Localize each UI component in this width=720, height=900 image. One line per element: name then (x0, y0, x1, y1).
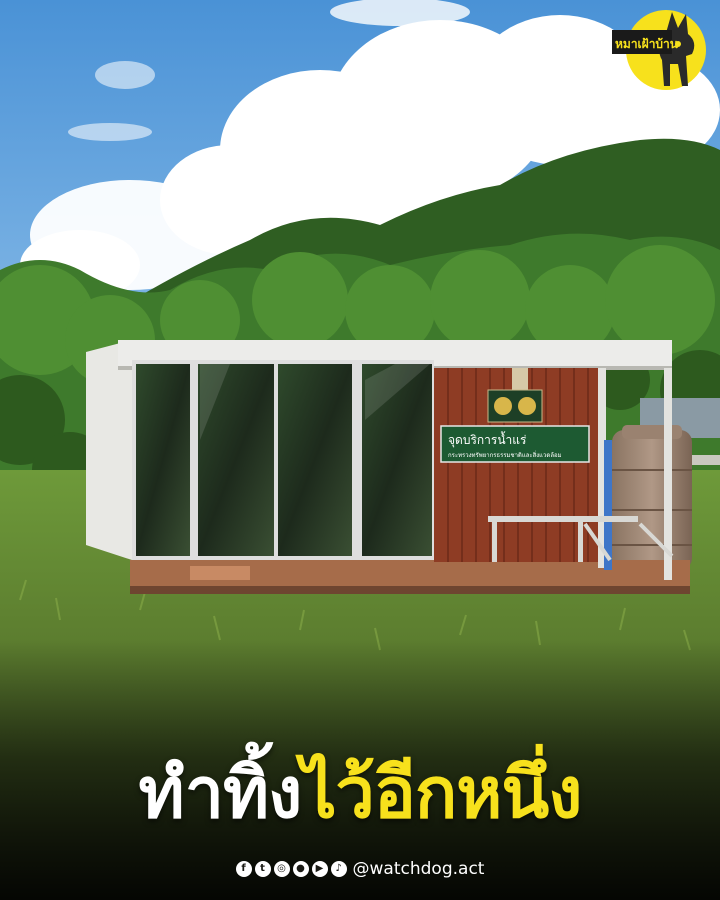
headline-white: ทำทิ้ง (138, 752, 302, 834)
social-handle[interactable]: @watchdog.act (352, 859, 485, 879)
tiktok-icon[interactable]: ♪ (331, 861, 347, 877)
logo-text: หมาเฝ้าบ้าน (615, 37, 678, 51)
water-tank (612, 430, 692, 570)
social-row (0, 856, 720, 882)
watchdog-logo (612, 6, 708, 94)
sign-subtitle: กระทรวงทรัพยากรธรรมชาติและสิ่งแวดล้อม (448, 452, 562, 459)
twitter-icon[interactable]: t (255, 861, 271, 877)
container-building (86, 340, 690, 594)
headline-yellow: ไว้อีกหนึ่ง (301, 752, 582, 834)
instagram-icon[interactable]: ◎ (274, 861, 290, 877)
headline (0, 748, 720, 838)
youtube-icon[interactable]: ▶ (312, 861, 328, 877)
sign-title: จุดบริการน้ำแร่ (448, 433, 527, 447)
facebook-icon[interactable]: f (236, 861, 252, 877)
line-icon[interactable]: ● (293, 861, 309, 877)
